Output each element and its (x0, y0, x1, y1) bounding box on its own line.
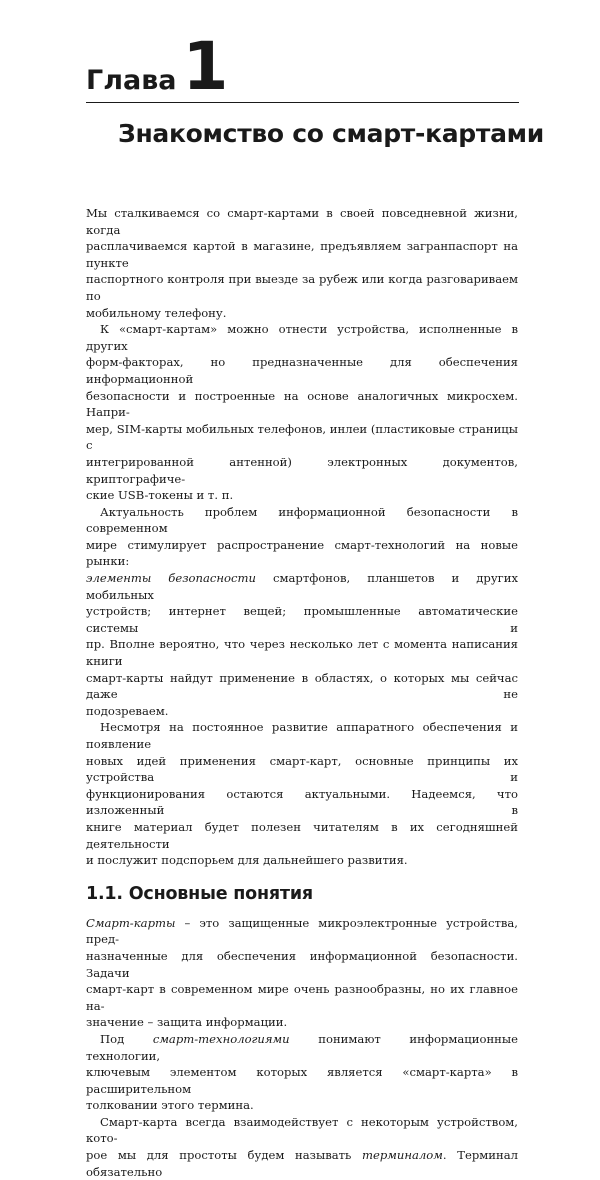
text-line: расплачиваемся картой в магазине, предъявляем загранпаспорт на пункте (86, 239, 518, 270)
text-line: устройств; интернет вещей; промышленные автоматические системы и (86, 604, 518, 635)
paragraph (86, 1031, 518, 1114)
text-line: книге материал будет полезен читателям в их сегодняшней деятельности (86, 819, 518, 851)
text-line: Смарт-карты – это защищенные микроэлектронные устройства, пред- (86, 915, 518, 947)
italic-term: элементы безопасности (86, 571, 256, 586)
text-line: Актуальность проблем информационной безопасности в современном (86, 504, 518, 536)
text-line: форм-факторах, но предназначенные для обеспечения информационной (86, 355, 518, 386)
intro-paragraphs (86, 205, 518, 869)
text-line: мобильному телефону. (86, 305, 227, 320)
paragraph (86, 205, 518, 321)
chapter-word: Глава (86, 65, 177, 96)
text-line: смарт-карт в современном мире очень разнообразны, но их главное на- (86, 982, 518, 1013)
text-line: ские USB-токены и т. п. (86, 488, 234, 503)
text-line: Под смарт-технологиями понимают информационные технологии, (86, 1031, 518, 1063)
text-line: К «смарт-картам» можно отнести устройства, исполненные в других (86, 322, 518, 353)
text-line: Мы сталкиваемся со смарт-картами в своей повседневной жизни, когда (86, 206, 518, 237)
text-line: функционирования остаются актуальными. Надеемся, что изложенный в (86, 786, 518, 818)
page-body (86, 205, 518, 1180)
text-line: паспортного контроля при выезде за рубеж или когда разговариваем по (86, 272, 518, 303)
paragraph (86, 504, 518, 720)
italic-term: Смарт-карты (86, 915, 176, 930)
paragraph (86, 719, 518, 868)
text-line: интегрированной антенной) электронных документов, криптографиче- (86, 454, 518, 486)
paragraph (86, 321, 518, 504)
text-line: новых идей применения смарт-карт, основные принципы их устройства и (86, 753, 518, 785)
text-line: Смарт-карта всегда взаимодействует с некоторым устройством, кото- (86, 1114, 518, 1146)
text-line: элементы безопасности смартфонов, планшетов и других мобильных (86, 571, 519, 602)
italic-term: смарт-технологиями (152, 1031, 290, 1046)
paragraph (86, 915, 518, 1031)
text-line: назначенные для обеспечения информационной безопасности. Задачи (86, 948, 518, 980)
section-paragraphs (86, 915, 518, 1180)
text-line: Несмотря на постоянное развитие аппаратного обеспечения и появление (86, 720, 518, 751)
italic-term: терминалом (362, 1148, 443, 1163)
text-line: рое мы для простоты будем называть терминалом. Терминал обязательно (86, 1148, 518, 1179)
text-line: мер, SIM-карты мобильных телефонов, инлеи (пластиковые страницы с (86, 421, 518, 453)
text-line: толковании этого термина. (86, 1098, 254, 1113)
text-line: ключевым элементом которых является «смарт-карта» в расширительном (86, 1065, 518, 1096)
text-line: значение – защита информации. (86, 1015, 288, 1030)
chapter-number: 1 (182, 28, 229, 105)
paragraph (86, 1114, 518, 1180)
section-heading: 1.1. Основные понятия (86, 883, 313, 904)
chapter-title: Знакомство со смарт-картами (118, 119, 545, 148)
text-line: безопасности и построенные на основе аналогичных микросхем. Напри- (86, 388, 518, 420)
chapter-rule (86, 102, 519, 103)
text-line: смарт-карты найдут применение в областях, о которых мы сейчас даже не (86, 670, 518, 702)
text-line: подозреваем. (86, 703, 169, 718)
chapter-label (86, 28, 229, 105)
text-line: пр. Вполне вероятно, что через несколько лет с момента написания книги (86, 637, 518, 669)
text-line: мире стимулирует распространение смарт-технологий на новые рынки: (86, 537, 518, 569)
text-line: и послужит подспорьем для дальнейшего развития. (86, 853, 408, 868)
